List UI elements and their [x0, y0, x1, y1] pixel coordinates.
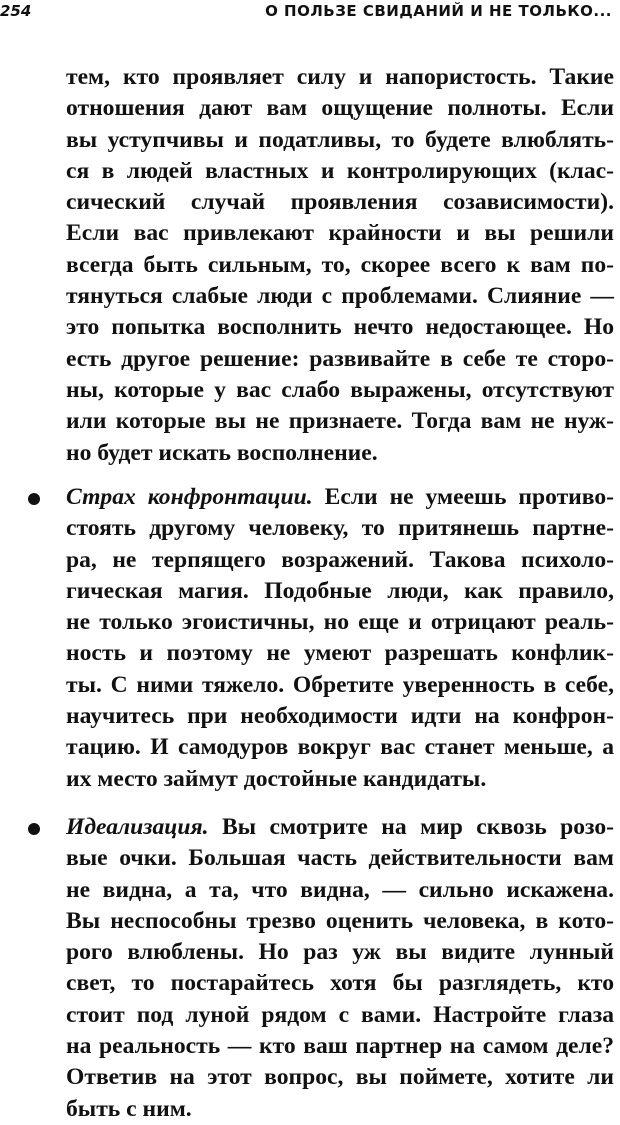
- text-line: тем, кто проявляет силу и напористость. Такие: [66, 64, 614, 90]
- text-line: Если вас привлекают крайности и вы решили: [66, 220, 614, 247]
- text-line: гическая магия. Подобные люди, как правило,: [66, 577, 614, 604]
- text-line: [66, 812, 614, 843]
- text-line: вые очки. Большая часть действительности вам: [66, 845, 614, 872]
- text-line: Ответив на этот вопрос, вы поймете, хотите ли: [66, 1064, 614, 1091]
- text-line: Вы неспособны трезво оценить человека, в кото-: [66, 907, 614, 934]
- text-line: их место займут достойные кандидаты.: [66, 765, 487, 792]
- page-header: [0, 0, 620, 26]
- text-line: стоит под луной рядом с вами. Настройте глаза: [66, 1001, 614, 1028]
- bullet-marker: [28, 823, 40, 835]
- text-line: ся в людей властных и контролирующих (клас-: [66, 157, 614, 184]
- text-line: тянуться слабые люди с проблемами. Слияние —: [66, 283, 614, 310]
- bullet-term: Страх конфронтации.: [66, 484, 313, 510]
- text-line: ны, которые у вас слабо выражены, отсутствуют: [66, 376, 614, 403]
- text-line: не только эгоистичны, но еще и отрицают реаль-: [66, 609, 614, 636]
- running-title: О ПОЛЬЗЕ СВИДАНИЙ И НЕ ТОЛЬКО...: [265, 2, 612, 20]
- text-line: свет, то постарайтесь хотя бы разглядеть, кто: [66, 970, 614, 997]
- page-number: 254: [0, 2, 32, 20]
- bullet-first-line: Вы смотрите на мир сквозь розо-: [208, 814, 614, 840]
- bullet-term: Идеализация.: [66, 814, 209, 840]
- text-line: есть другое решение: развивайте в себе те сторо-: [66, 345, 614, 372]
- text-line: сический случай проявления созависимости).: [66, 189, 614, 216]
- text-line: тацию. И самодуров вокруг вас станет меньше, а: [66, 734, 614, 761]
- paragraph-continuation: [66, 62, 614, 469]
- bullet-first-line: Если не умеешь противо-: [312, 484, 614, 510]
- text-line: отношения дают вам ощущение полноты. Если: [66, 95, 614, 122]
- text-line: на реальность — кто ваш партнер на самом деле?: [66, 1033, 614, 1060]
- text-line: или которые вы не признаете. Тогда вам не нуж-: [66, 408, 614, 435]
- text-line: научитесь при необходимости идти на конфрон-: [66, 703, 614, 730]
- bullet-item-idealization: [66, 812, 614, 1125]
- bullet-item-confrontation: [66, 482, 614, 795]
- text-line: всегда быть сильным, то, скорее всего к вам по-: [66, 251, 614, 278]
- text-line: ра, не терпящего возражений. Такова психоло-: [66, 546, 614, 573]
- text-line: это попытка восполнить нечто недостающее. Но: [66, 314, 614, 341]
- bullet-marker: [28, 493, 40, 505]
- text-line: стоять другому человеку, то притянешь партне-: [66, 515, 614, 542]
- text-line: быть с ним.: [66, 1095, 192, 1122]
- text-line: рого влюблены. Но раз уж вы видите лунный: [66, 939, 614, 966]
- text-line: вы уступчивы и податливы, то будете влюблять-: [66, 126, 614, 153]
- text-line: ность и поэтому не умеют разрешать конфлик-: [66, 640, 614, 667]
- text-line: [66, 482, 614, 513]
- text-line: не видна, а та, что видна, — сильно искажена.: [66, 876, 614, 903]
- text-line: ты. С ними тяжело. Обретите уверенность в себе,: [66, 671, 614, 698]
- text-line: но будет искать восполнение.: [66, 439, 378, 466]
